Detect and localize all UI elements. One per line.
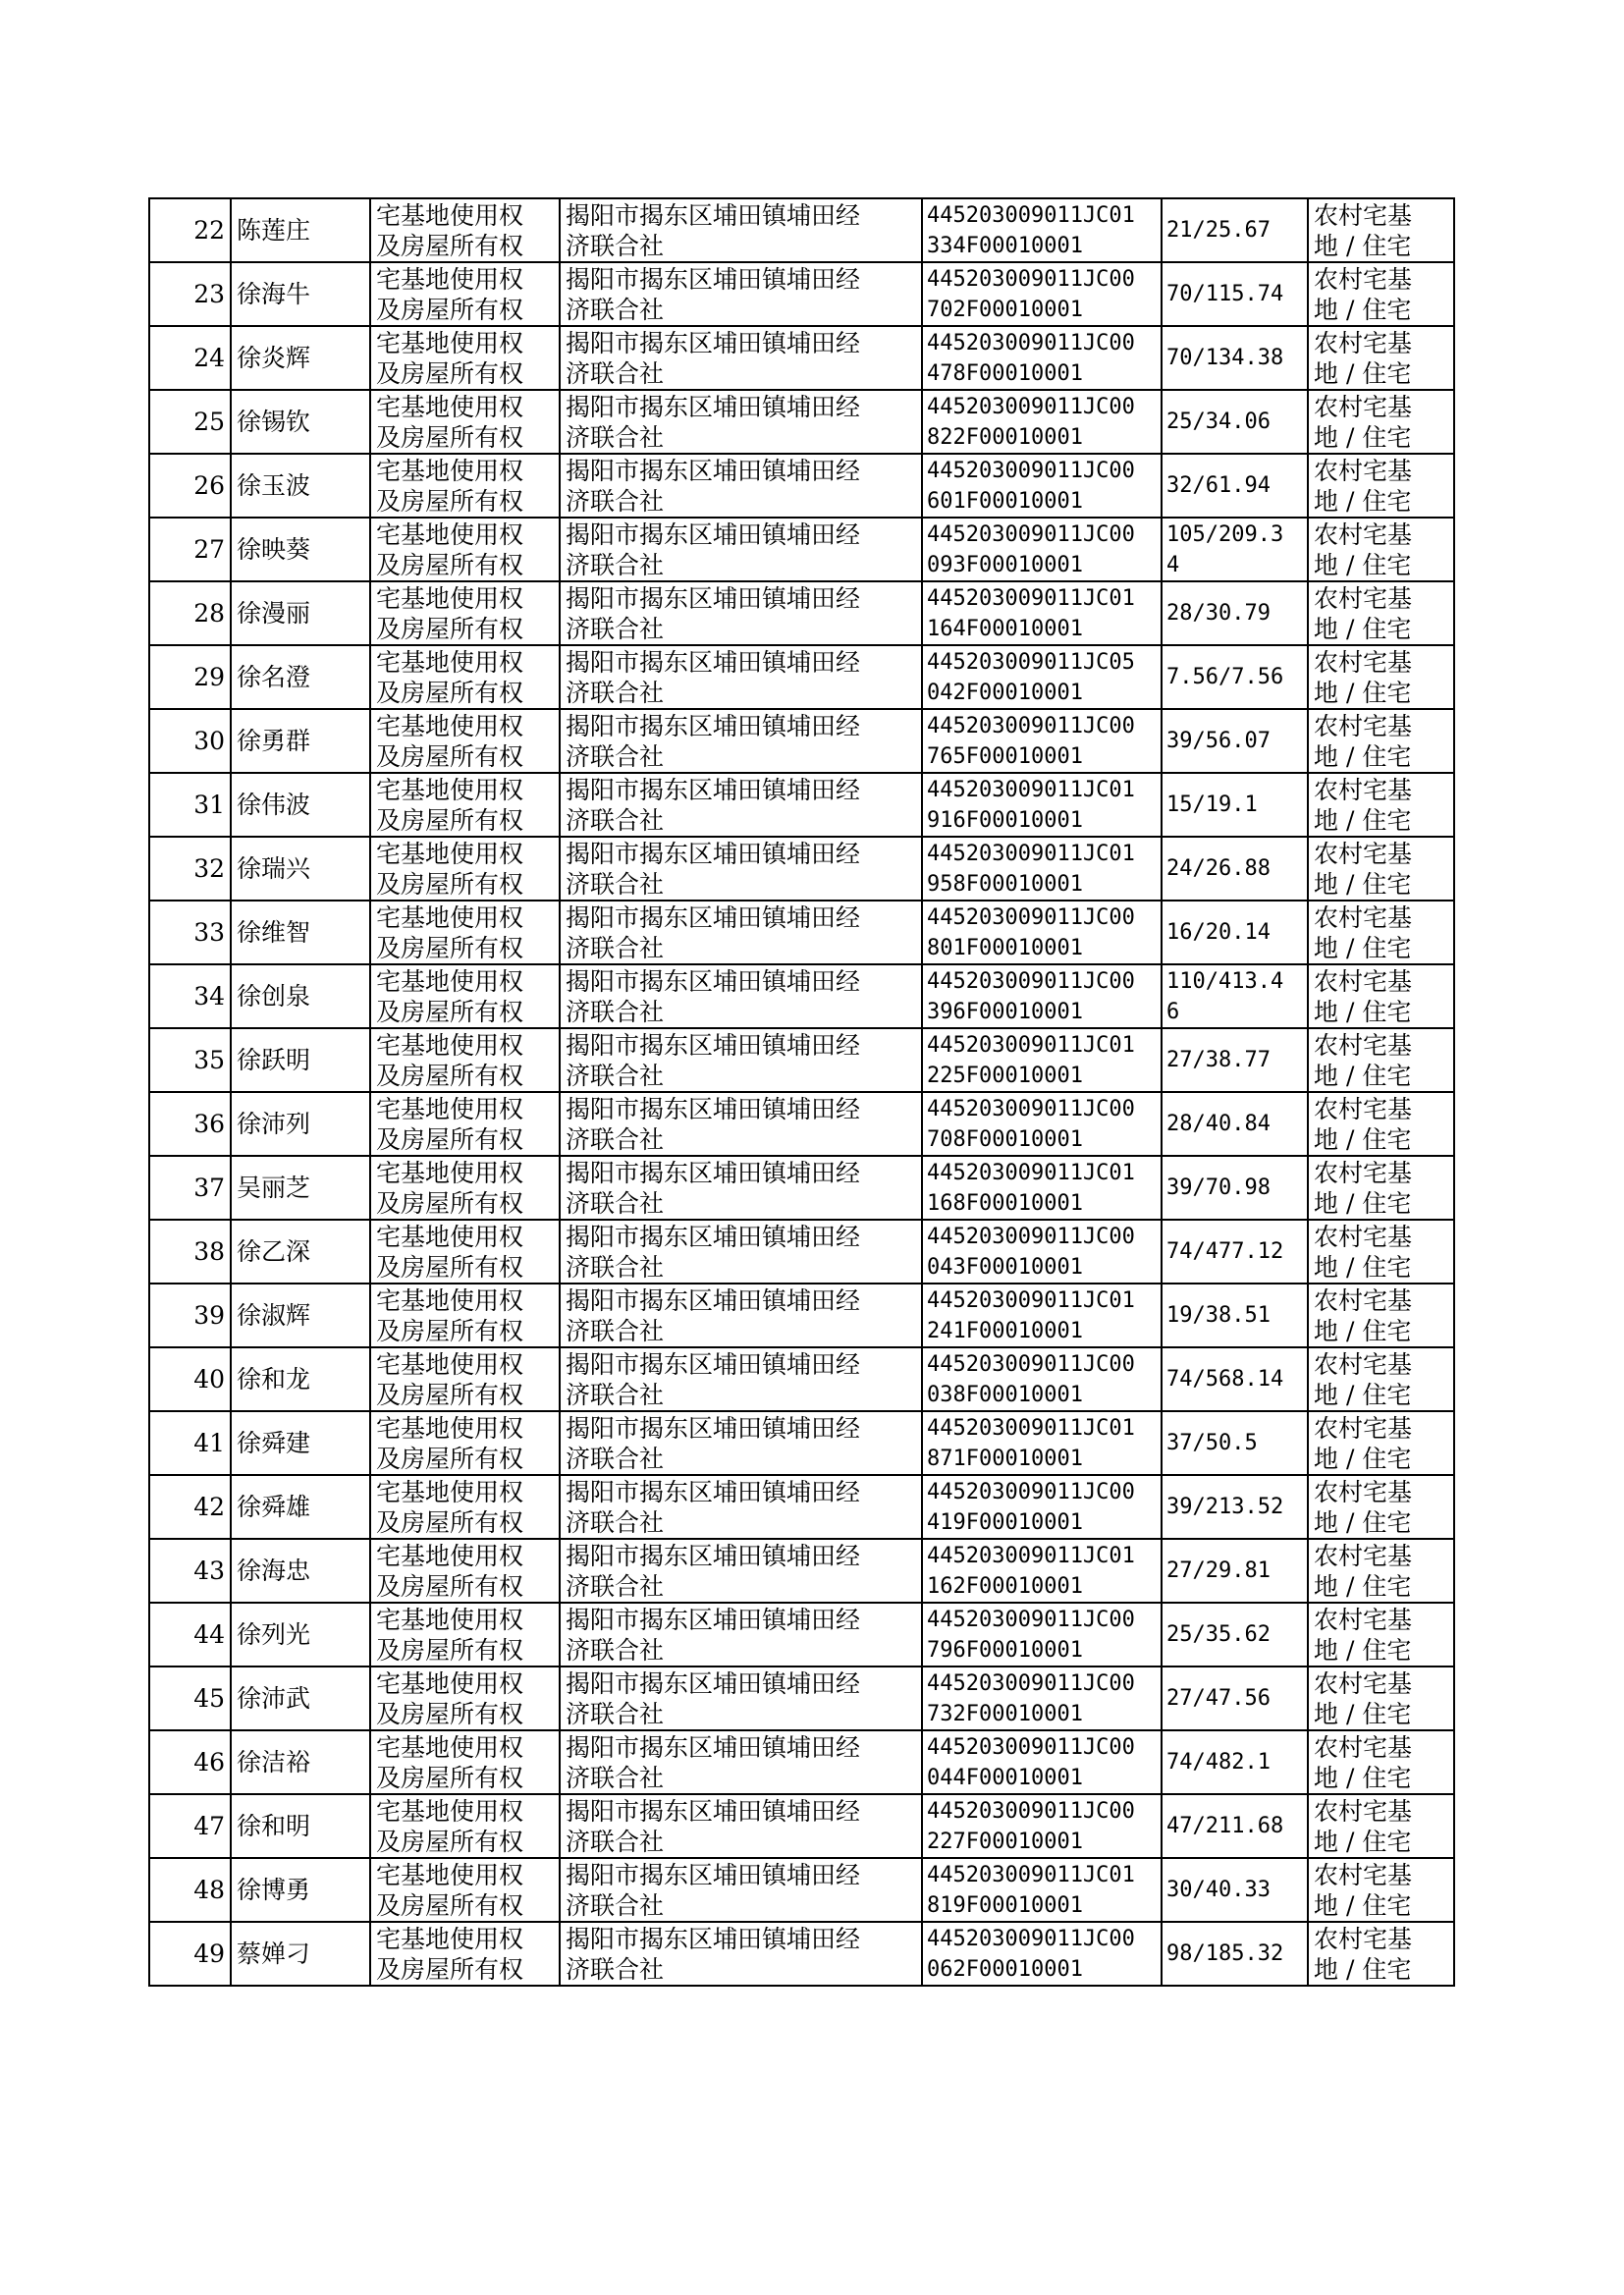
- area-cell: 74/477.12: [1162, 1220, 1308, 1284]
- collective-org-cell: 揭阳市揭东区埔田镇埔田经 济联合社: [560, 1539, 922, 1603]
- right-type-cell: 宅基地使用权 及房屋所有权: [370, 1730, 560, 1794]
- collective-org-cell: 揭阳市揭东区埔田镇埔田经 济联合社: [560, 1794, 922, 1858]
- row-number-cell: 41: [149, 1411, 231, 1475]
- owner-name-cell: 徐炎辉: [231, 326, 370, 390]
- land-use-cell: 农村宅基 地 / 住宅: [1308, 390, 1454, 454]
- right-type-cell: 宅基地使用权 及房屋所有权: [370, 1475, 560, 1539]
- right-type-cell: 宅基地使用权 及房屋所有权: [370, 709, 560, 773]
- unit-code-cell: 445203009011JC01 164F00010001: [922, 581, 1162, 645]
- row-number-cell: 36: [149, 1092, 231, 1156]
- right-type-cell: 宅基地使用权 及房屋所有权: [370, 1667, 560, 1730]
- table-row: [149, 837, 1454, 901]
- collective-org-cell: 揭阳市揭东区埔田镇埔田经 济联合社: [560, 1028, 922, 1092]
- area-cell: 16/20.14: [1162, 901, 1308, 964]
- land-use-cell: 农村宅基 地 / 住宅: [1308, 1411, 1454, 1475]
- area-cell: 74/482.1: [1162, 1730, 1308, 1794]
- collective-org-cell: 揭阳市揭东区埔田镇埔田经 济联合社: [560, 1922, 922, 1986]
- right-type-cell: 宅基地使用权 及房屋所有权: [370, 1220, 560, 1284]
- area-cell: 27/47.56: [1162, 1667, 1308, 1730]
- land-use-cell: 农村宅基 地 / 住宅: [1308, 262, 1454, 326]
- table-row: [149, 454, 1454, 518]
- collective-org-cell: 揭阳市揭东区埔田镇埔田经 济联合社: [560, 454, 922, 518]
- land-use-cell: 农村宅基 地 / 住宅: [1308, 1156, 1454, 1220]
- right-type-cell: 宅基地使用权 及房屋所有权: [370, 645, 560, 709]
- row-number-cell: 40: [149, 1347, 231, 1411]
- row-number-cell: 29: [149, 645, 231, 709]
- owner-name-cell: 徐维智: [231, 901, 370, 964]
- area-cell: 39/213.52: [1162, 1475, 1308, 1539]
- area-cell: 37/50.5: [1162, 1411, 1308, 1475]
- row-number-cell: 42: [149, 1475, 231, 1539]
- land-use-cell: 农村宅基 地 / 住宅: [1308, 1858, 1454, 1922]
- owner-name-cell: 徐创泉: [231, 964, 370, 1028]
- table-row: [149, 518, 1454, 581]
- owner-name-cell: 徐玉波: [231, 454, 370, 518]
- right-type-cell: 宅基地使用权 及房屋所有权: [370, 1411, 560, 1475]
- land-use-cell: 农村宅基 地 / 住宅: [1308, 1539, 1454, 1603]
- table-row: [149, 773, 1454, 837]
- table-row: [149, 1603, 1454, 1667]
- land-use-cell: 农村宅基 地 / 住宅: [1308, 773, 1454, 837]
- row-number-cell: 27: [149, 518, 231, 581]
- row-number-cell: 25: [149, 390, 231, 454]
- collective-org-cell: 揭阳市揭东区埔田镇埔田经 济联合社: [560, 1411, 922, 1475]
- collective-org-cell: 揭阳市揭东区埔田镇埔田经 济联合社: [560, 1092, 922, 1156]
- right-type-cell: 宅基地使用权 及房屋所有权: [370, 1092, 560, 1156]
- table-row: [149, 581, 1454, 645]
- unit-code-cell: 445203009011JC01 871F00010001: [922, 1411, 1162, 1475]
- land-use-cell: 农村宅基 地 / 住宅: [1308, 454, 1454, 518]
- table-row: [149, 1794, 1454, 1858]
- unit-code-cell: 445203009011JC00 038F00010001: [922, 1347, 1162, 1411]
- land-use-cell: 农村宅基 地 / 住宅: [1308, 1794, 1454, 1858]
- unit-code-cell: 445203009011JC01 225F00010001: [922, 1028, 1162, 1092]
- owner-name-cell: 徐跃明: [231, 1028, 370, 1092]
- owner-name-cell: 徐沛武: [231, 1667, 370, 1730]
- table-row: [149, 901, 1454, 964]
- right-type-cell: 宅基地使用权 及房屋所有权: [370, 901, 560, 964]
- land-use-cell: 农村宅基 地 / 住宅: [1308, 1284, 1454, 1347]
- area-cell: 47/211.68: [1162, 1794, 1308, 1858]
- table-row: [149, 1028, 1454, 1092]
- row-number-cell: 45: [149, 1667, 231, 1730]
- owner-name-cell: 徐舜雄: [231, 1475, 370, 1539]
- owner-name-cell: 徐洁裕: [231, 1730, 370, 1794]
- land-use-cell: 农村宅基 地 / 住宅: [1308, 901, 1454, 964]
- land-use-cell: 农村宅基 地 / 住宅: [1308, 645, 1454, 709]
- owner-name-cell: 徐乙深: [231, 1220, 370, 1284]
- collective-org-cell: 揭阳市揭东区埔田镇埔田经 济联合社: [560, 1475, 922, 1539]
- collective-org-cell: 揭阳市揭东区埔田镇埔田经 济联合社: [560, 1667, 922, 1730]
- land-use-cell: 农村宅基 地 / 住宅: [1308, 1475, 1454, 1539]
- owner-name-cell: 徐博勇: [231, 1858, 370, 1922]
- area-cell: 98/185.32: [1162, 1922, 1308, 1986]
- collective-org-cell: 揭阳市揭东区埔田镇埔田经 济联合社: [560, 1220, 922, 1284]
- area-cell: 25/35.62: [1162, 1603, 1308, 1667]
- collective-org-cell: 揭阳市揭东区埔田镇埔田经 济联合社: [560, 326, 922, 390]
- collective-org-cell: 揭阳市揭东区埔田镇埔田经 济联合社: [560, 1603, 922, 1667]
- unit-code-cell: 445203009011JC00 478F00010001: [922, 326, 1162, 390]
- collective-org-cell: 揭阳市揭东区埔田镇埔田经 济联合社: [560, 645, 922, 709]
- right-type-cell: 宅基地使用权 及房屋所有权: [370, 1858, 560, 1922]
- collective-org-cell: 揭阳市揭东区埔田镇埔田经 济联合社: [560, 1347, 922, 1411]
- unit-code-cell: 445203009011JC00 396F00010001: [922, 964, 1162, 1028]
- unit-code-cell: 445203009011JC00 601F00010001: [922, 454, 1162, 518]
- owner-name-cell: 徐海忠: [231, 1539, 370, 1603]
- right-type-cell: 宅基地使用权 及房屋所有权: [370, 390, 560, 454]
- row-number-cell: 24: [149, 326, 231, 390]
- land-use-cell: 农村宅基 地 / 住宅: [1308, 964, 1454, 1028]
- land-use-cell: 农村宅基 地 / 住宅: [1308, 709, 1454, 773]
- land-use-cell: 农村宅基 地 / 住宅: [1308, 326, 1454, 390]
- table-row: [149, 1858, 1454, 1922]
- table-row: [149, 645, 1454, 709]
- right-type-cell: 宅基地使用权 及房屋所有权: [370, 1603, 560, 1667]
- table-row: [149, 1539, 1454, 1603]
- right-type-cell: 宅基地使用权 及房屋所有权: [370, 1539, 560, 1603]
- owner-name-cell: 徐伟波: [231, 773, 370, 837]
- owner-name-cell: 徐勇群: [231, 709, 370, 773]
- unit-code-cell: 445203009011JC01 168F00010001: [922, 1156, 1162, 1220]
- unit-code-cell: 445203009011JC00 702F00010001: [922, 262, 1162, 326]
- right-type-cell: 宅基地使用权 及房屋所有权: [370, 837, 560, 901]
- owner-name-cell: 徐名澄: [231, 645, 370, 709]
- row-number-cell: 44: [149, 1603, 231, 1667]
- table-row: [149, 1220, 1454, 1284]
- area-cell: 15/19.1: [1162, 773, 1308, 837]
- collective-org-cell: 揭阳市揭东区埔田镇埔田经 济联合社: [560, 837, 922, 901]
- right-type-cell: 宅基地使用权 及房屋所有权: [370, 326, 560, 390]
- area-cell: 19/38.51: [1162, 1284, 1308, 1347]
- collective-org-cell: 揭阳市揭东区埔田镇埔田经 济联合社: [560, 1156, 922, 1220]
- unit-code-cell: 445203009011JC00 796F00010001: [922, 1603, 1162, 1667]
- unit-code-cell: 445203009011JC01 958F00010001: [922, 837, 1162, 901]
- collective-org-cell: 揭阳市揭东区埔田镇埔田经 济联合社: [560, 390, 922, 454]
- collective-org-cell: 揭阳市揭东区埔田镇埔田经 济联合社: [560, 709, 922, 773]
- table-row: [149, 709, 1454, 773]
- right-type-cell: 宅基地使用权 及房屋所有权: [370, 518, 560, 581]
- unit-code-cell: 445203009011JC05 042F00010001: [922, 645, 1162, 709]
- area-cell: 7.56/7.56: [1162, 645, 1308, 709]
- unit-code-cell: 445203009011JC00 062F00010001: [922, 1922, 1162, 1986]
- area-cell: 74/568.14: [1162, 1347, 1308, 1411]
- area-cell: 27/29.81: [1162, 1539, 1308, 1603]
- right-type-cell: 宅基地使用权 及房屋所有权: [370, 454, 560, 518]
- area-cell: 28/30.79: [1162, 581, 1308, 645]
- row-number-cell: 22: [149, 198, 231, 262]
- land-use-cell: 农村宅基 地 / 住宅: [1308, 198, 1454, 262]
- area-cell: 25/34.06: [1162, 390, 1308, 454]
- owner-name-cell: 徐舜建: [231, 1411, 370, 1475]
- unit-code-cell: 445203009011JC00 044F00010001: [922, 1730, 1162, 1794]
- table-row: [149, 1922, 1454, 1986]
- row-number-cell: 26: [149, 454, 231, 518]
- unit-code-cell: 445203009011JC01 916F00010001: [922, 773, 1162, 837]
- collective-org-cell: 揭阳市揭东区埔田镇埔田经 济联合社: [560, 581, 922, 645]
- land-use-cell: 农村宅基 地 / 住宅: [1308, 1922, 1454, 1986]
- owner-name-cell: 徐淑辉: [231, 1284, 370, 1347]
- owner-name-cell: 徐和龙: [231, 1347, 370, 1411]
- right-type-cell: 宅基地使用权 及房屋所有权: [370, 1156, 560, 1220]
- row-number-cell: 28: [149, 581, 231, 645]
- row-number-cell: 49: [149, 1922, 231, 1986]
- table-row: [149, 1092, 1454, 1156]
- table-row: [149, 1347, 1454, 1411]
- table-row: [149, 262, 1454, 326]
- owner-name-cell: 徐海牛: [231, 262, 370, 326]
- row-number-cell: 43: [149, 1539, 231, 1603]
- collective-org-cell: 揭阳市揭东区埔田镇埔田经 济联合社: [560, 518, 922, 581]
- row-number-cell: 39: [149, 1284, 231, 1347]
- collective-org-cell: 揭阳市揭东区埔田镇埔田经 济联合社: [560, 262, 922, 326]
- right-type-cell: 宅基地使用权 及房屋所有权: [370, 1922, 560, 1986]
- land-use-cell: 农村宅基 地 / 住宅: [1308, 837, 1454, 901]
- registry-table-body: [149, 198, 1454, 1986]
- unit-code-cell: 445203009011JC00 822F00010001: [922, 390, 1162, 454]
- table-row: [149, 198, 1454, 262]
- table-row: [149, 1284, 1454, 1347]
- land-use-cell: 农村宅基 地 / 住宅: [1308, 518, 1454, 581]
- unit-code-cell: 445203009011JC01 241F00010001: [922, 1284, 1162, 1347]
- table-row: [149, 964, 1454, 1028]
- owner-name-cell: 吴丽芝: [231, 1156, 370, 1220]
- collective-org-cell: 揭阳市揭东区埔田镇埔田经 济联合社: [560, 901, 922, 964]
- owner-name-cell: 陈莲庄: [231, 198, 370, 262]
- table-row: [149, 390, 1454, 454]
- owner-name-cell: 徐瑞兴: [231, 837, 370, 901]
- collective-org-cell: 揭阳市揭东区埔田镇埔田经 济联合社: [560, 1858, 922, 1922]
- area-cell: 39/56.07: [1162, 709, 1308, 773]
- right-type-cell: 宅基地使用权 及房屋所有权: [370, 1028, 560, 1092]
- collective-org-cell: 揭阳市揭东区埔田镇埔田经 济联合社: [560, 1730, 922, 1794]
- owner-name-cell: 徐漫丽: [231, 581, 370, 645]
- row-number-cell: 23: [149, 262, 231, 326]
- unit-code-cell: 445203009011JC01 819F00010001: [922, 1858, 1162, 1922]
- registry-table: [148, 197, 1455, 1987]
- unit-code-cell: 445203009011JC00 419F00010001: [922, 1475, 1162, 1539]
- unit-code-cell: 445203009011JC00 765F00010001: [922, 709, 1162, 773]
- owner-name-cell: 徐沛列: [231, 1092, 370, 1156]
- row-number-cell: 48: [149, 1858, 231, 1922]
- table-row: [149, 1730, 1454, 1794]
- area-cell: 28/40.84: [1162, 1092, 1308, 1156]
- row-number-cell: 34: [149, 964, 231, 1028]
- land-use-cell: 农村宅基 地 / 住宅: [1308, 1092, 1454, 1156]
- unit-code-cell: 445203009011JC01 334F00010001: [922, 198, 1162, 262]
- row-number-cell: 38: [149, 1220, 231, 1284]
- unit-code-cell: 445203009011JC00 043F00010001: [922, 1220, 1162, 1284]
- table-row: [149, 1667, 1454, 1730]
- right-type-cell: 宅基地使用权 及房屋所有权: [370, 964, 560, 1028]
- land-use-cell: 农村宅基 地 / 住宅: [1308, 1347, 1454, 1411]
- area-cell: 70/115.74: [1162, 262, 1308, 326]
- owner-name-cell: 徐锡钦: [231, 390, 370, 454]
- right-type-cell: 宅基地使用权 及房屋所有权: [370, 1284, 560, 1347]
- land-use-cell: 农村宅基 地 / 住宅: [1308, 1028, 1454, 1092]
- area-cell: 30/40.33: [1162, 1858, 1308, 1922]
- area-cell: 105/209.3 4: [1162, 518, 1308, 581]
- land-use-cell: 农村宅基 地 / 住宅: [1308, 1220, 1454, 1284]
- unit-code-cell: 445203009011JC01 162F00010001: [922, 1539, 1162, 1603]
- owner-name-cell: 徐映葵: [231, 518, 370, 581]
- table-row: [149, 326, 1454, 390]
- right-type-cell: 宅基地使用权 及房屋所有权: [370, 198, 560, 262]
- collective-org-cell: 揭阳市揭东区埔田镇埔田经 济联合社: [560, 773, 922, 837]
- collective-org-cell: 揭阳市揭东区埔田镇埔田经 济联合社: [560, 1284, 922, 1347]
- unit-code-cell: 445203009011JC00 708F00010001: [922, 1092, 1162, 1156]
- right-type-cell: 宅基地使用权 及房屋所有权: [370, 773, 560, 837]
- owner-name-cell: 蔡婵刁: [231, 1922, 370, 1986]
- unit-code-cell: 445203009011JC00 227F00010001: [922, 1794, 1162, 1858]
- land-use-cell: 农村宅基 地 / 住宅: [1308, 1667, 1454, 1730]
- row-number-cell: 46: [149, 1730, 231, 1794]
- land-use-cell: 农村宅基 地 / 住宅: [1308, 581, 1454, 645]
- table-row: [149, 1475, 1454, 1539]
- row-number-cell: 32: [149, 837, 231, 901]
- owner-name-cell: 徐和明: [231, 1794, 370, 1858]
- land-use-cell: 农村宅基 地 / 住宅: [1308, 1730, 1454, 1794]
- area-cell: 21/25.67: [1162, 198, 1308, 262]
- right-type-cell: 宅基地使用权 及房屋所有权: [370, 262, 560, 326]
- area-cell: 24/26.88: [1162, 837, 1308, 901]
- row-number-cell: 47: [149, 1794, 231, 1858]
- land-use-cell: 农村宅基 地 / 住宅: [1308, 1603, 1454, 1667]
- owner-name-cell: 徐列光: [231, 1603, 370, 1667]
- collective-org-cell: 揭阳市揭东区埔田镇埔田经 济联合社: [560, 198, 922, 262]
- unit-code-cell: 445203009011JC00 801F00010001: [922, 901, 1162, 964]
- area-cell: 27/38.77: [1162, 1028, 1308, 1092]
- table-row: [149, 1156, 1454, 1220]
- right-type-cell: 宅基地使用权 及房屋所有权: [370, 1347, 560, 1411]
- row-number-cell: 31: [149, 773, 231, 837]
- unit-code-cell: 445203009011JC00 093F00010001: [922, 518, 1162, 581]
- row-number-cell: 33: [149, 901, 231, 964]
- row-number-cell: 30: [149, 709, 231, 773]
- row-number-cell: 35: [149, 1028, 231, 1092]
- row-number-cell: 37: [149, 1156, 231, 1220]
- area-cell: 70/134.38: [1162, 326, 1308, 390]
- unit-code-cell: 445203009011JC00 732F00010001: [922, 1667, 1162, 1730]
- right-type-cell: 宅基地使用权 及房屋所有权: [370, 1794, 560, 1858]
- table-row: [149, 1411, 1454, 1475]
- area-cell: 39/70.98: [1162, 1156, 1308, 1220]
- right-type-cell: 宅基地使用权 及房屋所有权: [370, 581, 560, 645]
- area-cell: 110/413.4 6: [1162, 964, 1308, 1028]
- area-cell: 32/61.94: [1162, 454, 1308, 518]
- collective-org-cell: 揭阳市揭东区埔田镇埔田经 济联合社: [560, 964, 922, 1028]
